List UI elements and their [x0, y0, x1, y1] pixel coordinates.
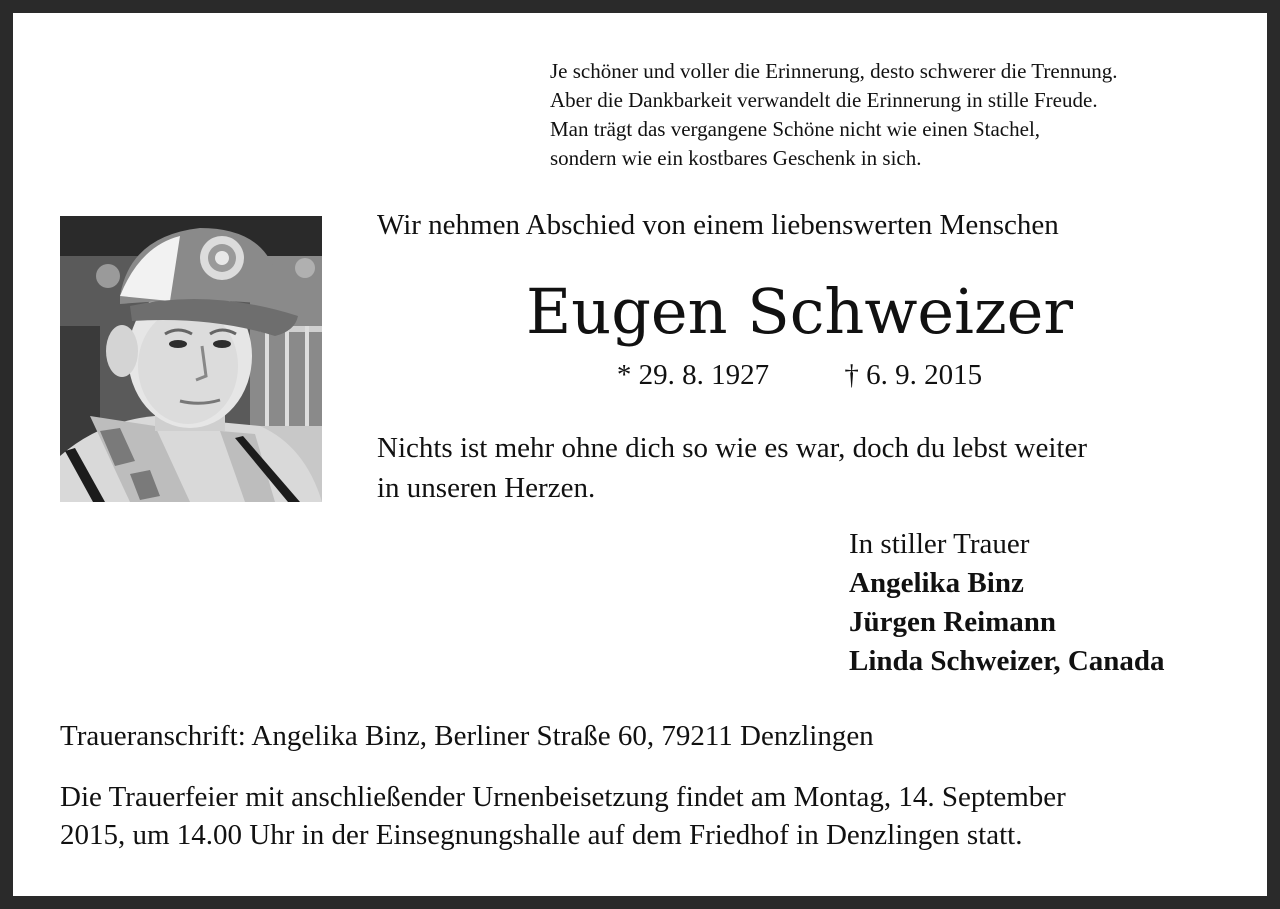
death-date: † 6. 9. 2015	[844, 359, 983, 391]
deceased-name: Eugen Schweizer	[526, 275, 1073, 348]
farewell-heading: Wir nehmen Abschied von einem liebenswerten Menschen	[377, 209, 1059, 241]
funeral-line: 2015, um 14.00 Uhr in der Einsegnungshalle auf dem Friedhof in Denzlingen statt.	[60, 819, 1023, 851]
memorial-verse	[377, 428, 1237, 508]
obituary-card	[13, 13, 1267, 896]
motto-line: Je schöner und voller die Erinnerung, desto schwerer die Trennung.	[550, 59, 1118, 83]
motto-line: Man trägt das vergangene Schöne nicht wie einen Stachel,	[550, 117, 1041, 141]
mourner-name: Angelika Binz	[849, 567, 1024, 599]
motto-quote	[550, 57, 1250, 173]
birth-date: * 29. 8. 1927	[616, 359, 770, 391]
funeral-line: Die Trauerfeier mit anschließender Urnenbeisetzung findet am Montag, 14. September	[60, 781, 1066, 813]
mourner-name: Linda Schweizer, Canada	[849, 645, 1165, 677]
funeral-notice	[60, 778, 1240, 854]
life-dates	[377, 359, 1222, 392]
mourners-block	[849, 525, 1165, 681]
mourning-address: Traueranschrift: Angelika Binz, Berliner Straße 60, 79211 Denzlingen	[60, 720, 874, 752]
motto-line: Aber die Dankbarkeit verwandelt die Erinnerung in stille Freude.	[550, 88, 1098, 112]
verse-line: in unseren Herzen.	[377, 472, 596, 504]
mourner-name: Jürgen Reimann	[849, 606, 1057, 638]
portrait-photo	[60, 216, 322, 502]
motto-line: sondern wie ein kostbares Geschenk in sich.	[550, 146, 922, 170]
mourners-intro: In stiller Trauer	[849, 528, 1030, 560]
verse-line: Nichts ist mehr ohne dich so wie es war, doch du lebst weiter	[377, 432, 1087, 464]
